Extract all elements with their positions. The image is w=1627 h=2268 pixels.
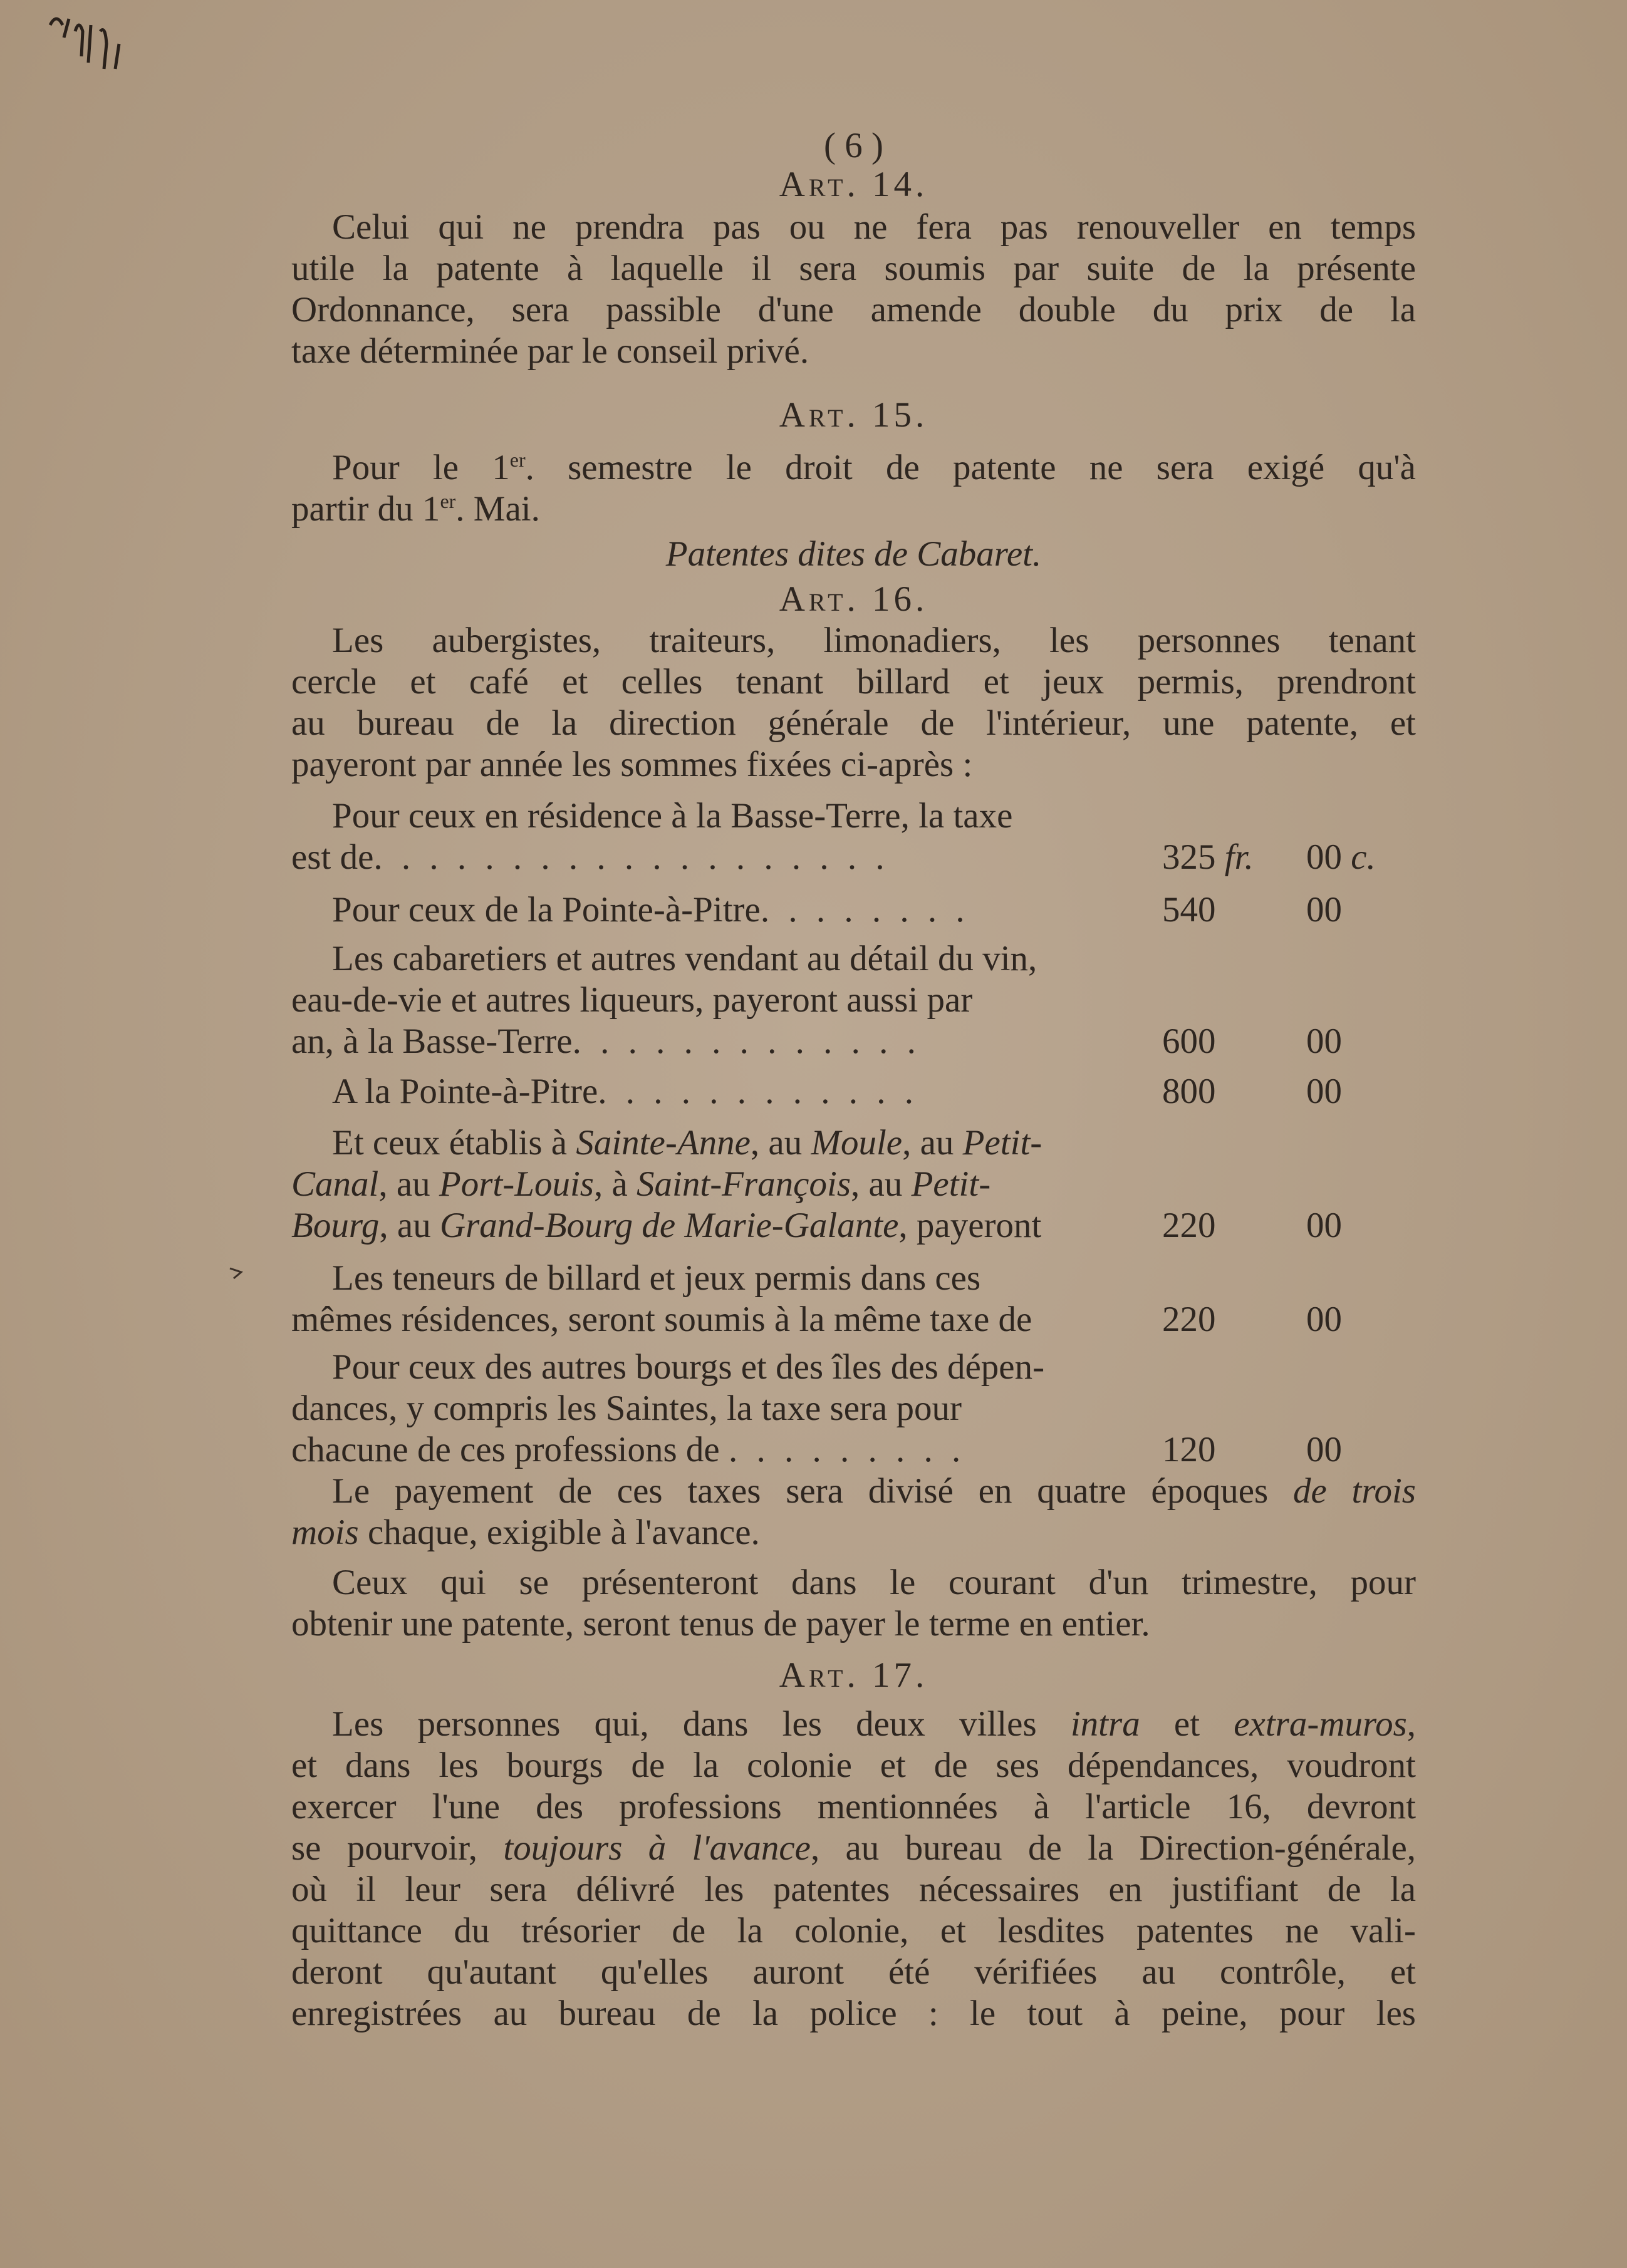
article-16-line: payeront par année les sommes fixées ci-après : <box>291 745 973 784</box>
article-16-line: au bureau de la direction générale de l'intérieur, une patente, et <box>291 703 1416 743</box>
place-name: Saint-François <box>637 1164 851 1204</box>
tax-row <box>291 889 1416 931</box>
article-17-line: exercer l'une des professions mentionnées à l'article 16, devront <box>291 1787 1416 1826</box>
article-14-line: taxe déterminée par le conseil privé. <box>291 331 809 371</box>
tax-row-label: Pour ceux en résidence à la Basse-Terre, la taxe <box>332 796 1013 836</box>
text-span <box>291 1205 1041 1246</box>
text-span: partir du 1 <box>291 489 440 529</box>
article-17-line: deront qu'autant qu'elles auront été vérifiées au contrôle, et <box>291 1952 1416 1992</box>
leader-dots: . . . . . . . . . . . . <box>598 1072 918 1111</box>
article-17-line <box>291 1704 1416 1745</box>
tax-row <box>291 1071 1416 1112</box>
text-span: Les personnes qui, dans les deux villes <box>332 1704 1071 1744</box>
tax-amount: 120 <box>1162 1430 1216 1469</box>
place-name: Petit- <box>962 1123 1042 1162</box>
tax-cents: 00 <box>1306 1206 1342 1245</box>
text-span: 00 <box>1306 837 1342 877</box>
article-15-line <box>291 447 1416 489</box>
text-span: c. <box>1351 837 1376 877</box>
text-span: est de <box>291 837 374 877</box>
text-span: et <box>1140 1704 1234 1744</box>
autres-line <box>291 1347 1416 1388</box>
text-span: , payeront <box>898 1206 1042 1245</box>
article-14-line: Celui qui ne prendra pas ou ne fera pas renouveller en temps <box>332 207 1416 247</box>
tax-row <box>291 980 1416 1021</box>
handwritten-corner-mark <box>38 6 150 106</box>
tax-row-label <box>291 1021 921 1062</box>
article-14-heading: Art. 14. <box>779 165 928 204</box>
payement-line <box>291 1512 1416 1553</box>
article-14-line: utile la patente à laquelle il sera soumis par suite de la présente <box>291 249 1416 288</box>
superscript: er <box>440 490 456 512</box>
article-16-line: cercle et café et celles tenant billard et jeux permis, prendront <box>291 662 1416 702</box>
tax-cents: 00 <box>1306 890 1342 929</box>
text-span: . semestre le droit de patente ne sera exigé qu'à <box>525 448 1416 487</box>
tax-amount: 600 <box>1162 1022 1216 1061</box>
text-span: Pour ceux de la Pointe-à-Pitre <box>332 890 761 929</box>
tax-row <box>291 795 1416 837</box>
text-span: se pourvoir, <box>291 1828 504 1868</box>
tax-amount: 220 <box>1162 1300 1216 1339</box>
text-span: chaque, exigible à l'avance. <box>358 1513 760 1552</box>
article-17-line: et dans les bourgs de la colonie et de ses dépendances, voudront <box>291 1746 1416 1785</box>
text-span: an, à la Basse-Terre <box>291 1022 573 1061</box>
tax-cents <box>1306 837 1376 878</box>
text-span: , au <box>851 1164 912 1204</box>
margin-mark <box>229 1259 254 1288</box>
autres-line <box>291 1429 1416 1471</box>
text-span <box>291 1429 965 1471</box>
article-17-heading: Art. 17. <box>779 1655 928 1695</box>
tax-cents: 00 <box>1306 1022 1342 1061</box>
text-span <box>291 1164 990 1205</box>
leader-dots: . . . . . . . . . . . . . . . . . . . <box>373 837 890 877</box>
tax-amount: 220 <box>1162 1206 1216 1245</box>
text-span: extra-muros <box>1234 1704 1407 1744</box>
place-name: Canal <box>291 1164 379 1204</box>
section-title-text: Patentes dites de Cabaret. <box>665 534 1042 574</box>
text-span: intra <box>1070 1704 1140 1744</box>
etablis-line <box>291 1205 1416 1246</box>
text-span: Le payement de ces taxes sera divisé en quatre époques <box>332 1471 1293 1511</box>
text-span: A la Pointe-à-Pitre <box>332 1072 598 1111</box>
text-span: , au <box>379 1206 440 1245</box>
text-span: chacune de ces professions de <box>291 1430 720 1469</box>
tax-row <box>291 837 1416 878</box>
corner-mark-icon <box>38 6 150 94</box>
text-span: Pour ceux des autres bourgs et des îles des dépen- <box>332 1347 1045 1387</box>
etablis-line <box>291 1164 1416 1205</box>
place-name: Bourg <box>291 1206 380 1245</box>
place-name: Sainte-Anne <box>576 1123 751 1162</box>
ceux-line: obtenir une patente, seront tenus de payer le terme en entier. <box>291 1604 1150 1644</box>
article-15-heading: Art. 15. <box>779 395 928 435</box>
text-span: , <box>1406 1704 1416 1744</box>
text-span: , au <box>750 1123 811 1162</box>
text-span: dances, y compris les Saintes, la taxe sera pour <box>291 1389 962 1428</box>
tax-row-label <box>332 1071 918 1112</box>
page-number: ( 6 ) <box>824 126 883 165</box>
etablis-line <box>291 1122 1416 1164</box>
article-16-line: Les aubergistes, traiteurs, limonadiers, les personnes tenant <box>332 621 1416 660</box>
text-span: Et ceux établis à <box>332 1123 576 1162</box>
place-name: Grand-Bourg de Marie-Galante <box>439 1206 899 1245</box>
tax-cents: 00 <box>1306 1430 1342 1469</box>
tax-row-label: eau-de-vie et autres liqueurs, payeront aussi par <box>291 980 973 1020</box>
article-15-line <box>291 489 1416 530</box>
leader-dots: . . . . . . . . . <box>728 1430 966 1469</box>
place-name: Port-Louis <box>439 1164 594 1204</box>
tax-row-label <box>291 837 890 878</box>
article-16-heading: Art. 16. <box>779 579 928 619</box>
section-title <box>291 534 1416 575</box>
autres-line <box>291 1388 1416 1429</box>
text-span: toujours à l'avance <box>503 1828 811 1868</box>
text-span: de trois <box>1292 1471 1416 1511</box>
text-span: , au bureau de la Direction-générale, <box>810 1828 1416 1868</box>
tax-cents: 00 <box>1306 1072 1342 1111</box>
teneurs-line <box>291 1258 1416 1299</box>
text-span: 325 <box>1162 837 1216 877</box>
tax-row <box>291 938 1416 980</box>
text-span: , au <box>902 1123 963 1162</box>
tax-row <box>291 1021 1416 1062</box>
text-span <box>332 1122 1042 1164</box>
text-span: . Mai. <box>455 489 540 529</box>
text-span: Pour le 1 <box>332 448 510 487</box>
tax-row-label <box>332 889 970 931</box>
article-17-line: où il leur sera délivré les patentes nécessaires en justifiant de la <box>291 1870 1416 1909</box>
text-span: Les teneurs de billard et jeux permis dans ces <box>332 1258 981 1298</box>
payement-line <box>291 1471 1416 1512</box>
text-span: fr. <box>1224 837 1254 877</box>
tax-cents: 00 <box>1306 1300 1342 1339</box>
tax-amount: 800 <box>1162 1072 1216 1111</box>
article-17-line: quittance du trésorier de la colonie, et lesdites patentes ne vali- <box>291 1911 1416 1950</box>
tax-amount: 540 <box>1162 890 1216 929</box>
article-14-line: Ordonnance, sera passible d'une amende double du prix de la <box>291 290 1416 329</box>
teneurs-line <box>291 1299 1416 1340</box>
margin-tick-icon <box>229 1263 254 1282</box>
tax-row-label: Les cabaretiers et autres vendant au détail du vin, <box>332 939 1037 978</box>
text-span: , à <box>593 1164 637 1204</box>
text-span: mêmes résidences, seront soumis à la même taxe de <box>291 1300 1032 1339</box>
article-17-line <box>291 1828 1416 1869</box>
article-17-line: enregistrées au bureau de la police : le tout à peine, pour les <box>291 1994 1416 2033</box>
leader-dots: . . . . . . . . <box>760 890 970 929</box>
text-span: mois <box>291 1513 359 1552</box>
tax-amount <box>1162 837 1254 878</box>
place-name: Moule <box>811 1123 903 1162</box>
leader-dots: . . . . . . . . . . . . . <box>572 1022 921 1061</box>
superscript: er <box>509 448 526 471</box>
ceux-line: Ceux qui se présenteront dans le courant d'un trimestre, pour <box>332 1563 1416 1602</box>
text-span: , au <box>378 1164 439 1204</box>
place-name: Petit- <box>911 1164 991 1204</box>
